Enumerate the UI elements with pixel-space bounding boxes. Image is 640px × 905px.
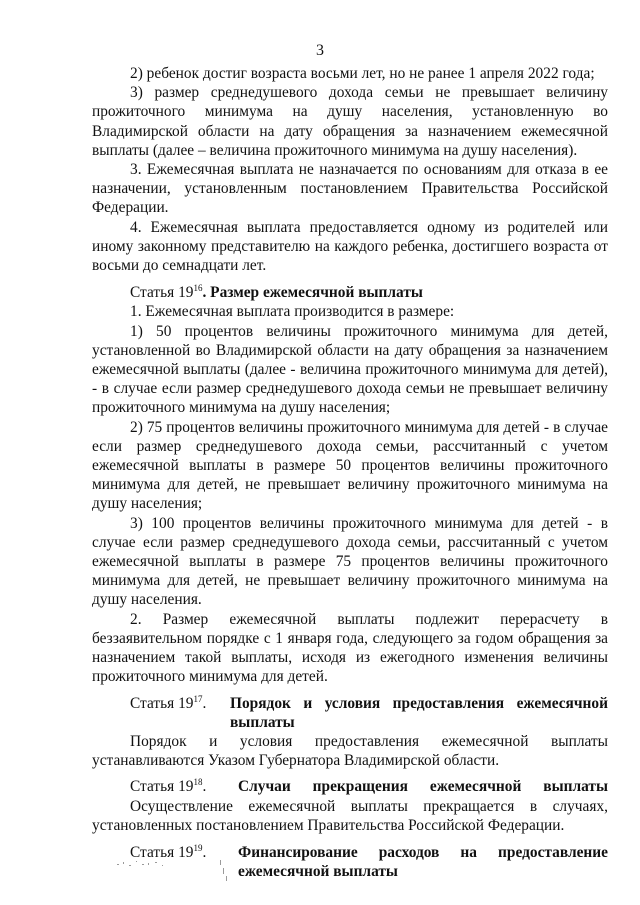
article-17-body: Порядок и условия предоставления ежемесячной выплаты устанавливаются Указом Губернатора Владимирской области. xyxy=(92,732,608,770)
paragraph-item-3: 3) размер среднедушевого дохода семьи не превышает величину прожиточного минимума на душу населения, установленную во Владимирской области на дату обращения за назначением ежемесячной выплаты (далее – величина прожиточного минимума на душу населения). xyxy=(92,84,608,159)
article-16-item-3: 3) 100 процентов величины прожиточного минимума для детей - в случае если размер среднедушевого дохода семьи, рассчитанный с учетом ежемесячной выплаты в размере 75 процентов величины прожиточного минимума для детей, не превышает величину прожиточного минимума на душу населения. xyxy=(92,514,608,609)
paragraph-3: 3. Ежемесячная выплата не назначается по основаниям для отказа в ее назначении, установленным постановлением Правительства Российской Федерации. xyxy=(92,161,608,217)
scan-noise-marks xyxy=(115,858,235,886)
paragraph-item-2: 2) ребенок достиг возраста восьми лет, но не ранее 1 апреля 2022 года; xyxy=(130,65,595,82)
article-17-label-wrap: Статья $19^{17}$. xyxy=(130,693,207,712)
article-16-paragraph-2: 2. Размер ежемесячной выплаты подлежит перерасчету в беззаявительном порядке с 1 января года, следующего за годом обращения за назначением такой выплаты, исходя из ежегодного изменения величины прожиточного минимума для детей. xyxy=(92,610,608,686)
article-19-title-line-2: ежемесячной выплаты xyxy=(238,863,398,881)
article-16-item-1: 1) 50 процентов величины прожиточного минимума для детей, установленной во Владимирской области на дату обращения за назначением ежемесячной выплаты (далее - величина прожиточного минимума для детей), - в случае если размер среднедушевого дохода семьи не превышает величину прожиточного минимума на душу населения; xyxy=(92,322,608,417)
document-body xyxy=(92,64,608,881)
article-17-label: Статья 19 xyxy=(130,694,194,712)
article-18-heading xyxy=(130,777,608,796)
article-19-title xyxy=(238,843,608,881)
article-16-sup: 16 xyxy=(193,283,203,294)
article-17-title xyxy=(230,694,608,732)
article-17-title-line-2: выплаты xyxy=(230,713,295,731)
paragraph-4: 4. Ежемесячная выплата предоставляется одному из родителей или иному законному представителю на каждого ребенка, достигшего возраста от восьми до семнадцати лет. xyxy=(92,218,608,275)
article-16-heading xyxy=(92,283,608,302)
article-16-item-2: 2) 75 процентов величины прожиточного минимума для детей - в случае если размер среднедушевого дохода семьи, рассчитанный с учетом ежемесячной выплаты в размере 50 процентов величины прожиточного минимума для детей, не превышает величину прожиточного минимума на душу населения; xyxy=(92,418,608,513)
article-19-title-line-1: Финансирование расходов на предоставление xyxy=(238,843,608,861)
article-19-label-wrap: Статья $19^{19}$. xyxy=(130,842,207,861)
article-16-title: . Размер ежемесячной выплаты xyxy=(202,284,423,302)
article-19-label: Статья 19 xyxy=(130,843,194,861)
page-number: 3 xyxy=(316,42,324,59)
article-17-sup: 17 xyxy=(193,693,203,704)
article-18-sup: 18 xyxy=(193,777,203,788)
article-19-sup: 19 xyxy=(193,842,203,853)
article-17-heading xyxy=(130,694,608,732)
article-18-label: Статья 19 xyxy=(130,778,194,796)
article-16-paragraph-1: 1. Ежемесячная выплата производится в размере: xyxy=(130,303,455,321)
article-18-label-wrap: Статья $19^{18}$. xyxy=(130,777,207,796)
article-17-title-line-1: Порядок и условия предоставления ежемесячной xyxy=(230,694,608,712)
article-16-label: Статья 19 xyxy=(130,284,194,302)
article-18-title: Случаи прекращения ежемесячной выплаты xyxy=(238,778,608,796)
article-18-body: Осуществление ежемесячной выплаты прекращается в случаях, установленных постановлением Правительства Российской Федерации. xyxy=(92,797,608,834)
